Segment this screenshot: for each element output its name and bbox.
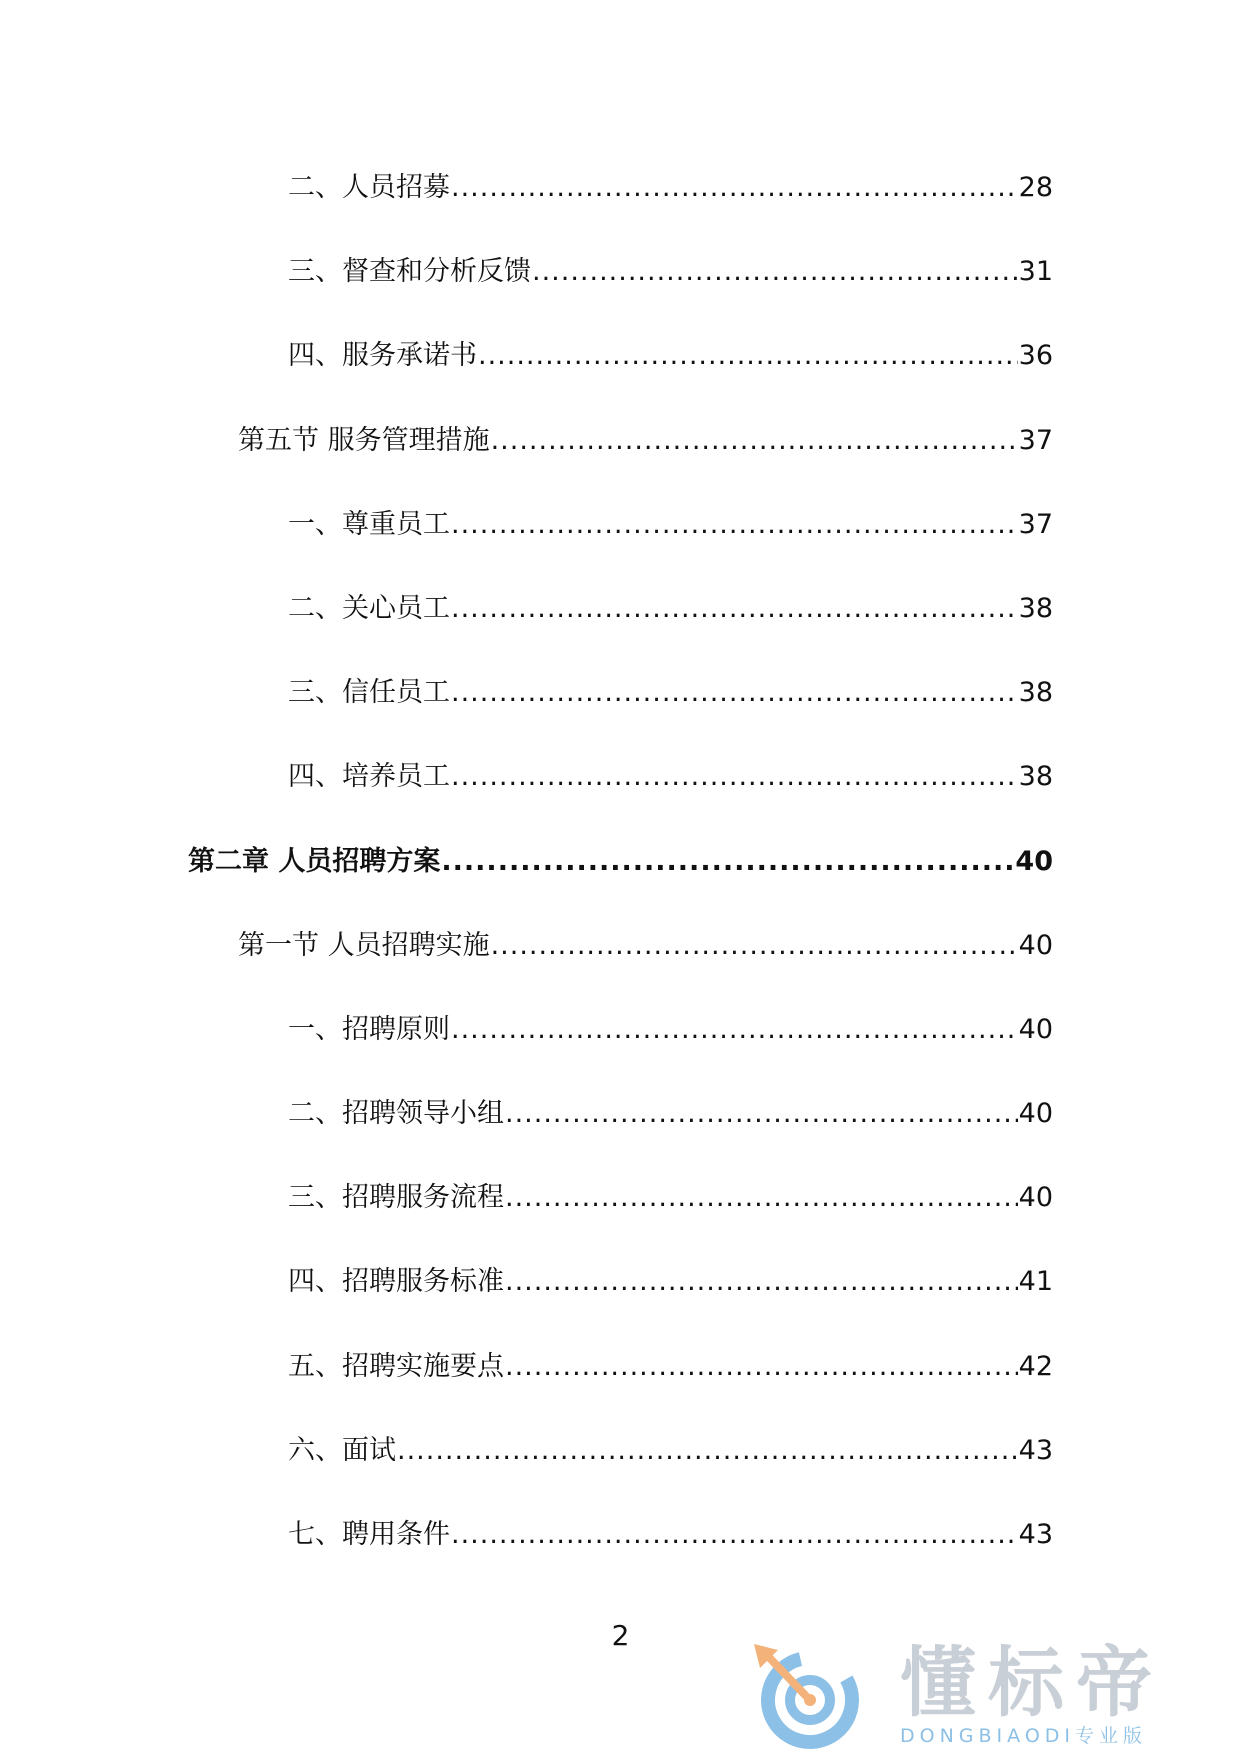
toc-entry-page: 31 [1018,256,1053,288]
target-arrow-icon [748,1638,868,1750]
toc-section-entry[interactable] [0,926,1241,1010]
toc-entry-page: 41 [1018,1266,1053,1298]
toc-entry-title: 二、关心员工 [288,592,450,624]
toc-entry-title: 三、督查和分析反馈 [288,256,531,288]
watermark-brand-name: 懂标帝 [900,1638,1164,1727]
toc-entry-page: 28 [1018,172,1053,203]
toc-leader-dots [505,1262,1018,1302]
toc-leader-dots [451,757,1018,797]
toc-leader-dots [397,1431,1018,1471]
watermark-subtitle: DONGBIAODI专业版 [900,1725,1148,1747]
toc-entry-page: 38 [1018,592,1053,624]
toc-entry[interactable] [0,1178,1241,1262]
toc-leader-dots [441,842,1014,882]
toc-entry-page: 38 [1018,761,1053,793]
toc-entry-title: 三、信任员工 [288,677,450,709]
toc-entry[interactable] [0,1347,1241,1431]
toc-entry-title: 七、聘用条件 [288,1519,450,1550]
toc-entry-page: 37 [1018,508,1053,540]
toc-entry-title: 四、服务承诺书 [288,340,477,372]
page-number: 2 [611,1619,630,1652]
toc-entry-page: 40 [1018,1098,1053,1130]
toc-entry[interactable] [0,757,1241,841]
toc-leader-dots [491,926,1018,966]
watermark [748,1638,1228,1750]
toc-leader-dots [505,1347,1018,1387]
toc-entry-page: 43 [1018,1519,1053,1550]
toc-entry-title: 二、招聘领导小组 [288,1098,504,1130]
toc-leader-dots [532,252,1018,292]
toc-entry-page: 40 [1018,929,1053,961]
toc-leader-dots [451,589,1018,629]
toc-entry-title: 五、招聘实施要点 [288,1350,504,1382]
toc-entry[interactable] [0,336,1241,420]
toc-entry-title: 二、人员招募 [288,172,450,203]
toc-leader-dots [451,1010,1018,1050]
toc-entry-page: 37 [1018,424,1053,456]
toc-entry[interactable] [0,1262,1241,1346]
toc-entry[interactable] [0,1431,1241,1515]
toc-entry-page: 40 [1015,845,1053,877]
toc-entry-title: 第五节 服务管理措施 [238,424,490,456]
toc-entry[interactable] [0,505,1241,589]
toc-entry-page: 38 [1018,677,1053,709]
toc-leader-dots [478,336,1018,376]
toc-entry-title: 第二章 人员招聘方案 [188,845,441,877]
toc-entry-page: 40 [1018,1013,1053,1045]
toc-entry[interactable] [0,1010,1241,1094]
toc-leader-dots [491,421,1018,461]
toc-entry-title: 六、面试 [288,1434,396,1466]
toc-entry-page: 40 [1018,1182,1053,1214]
toc-entry-title: 第一节 人员招聘实施 [238,929,490,961]
toc-entry[interactable] [0,589,1241,673]
toc-entry[interactable] [0,1094,1241,1178]
toc-entry-title: 一、尊重员工 [288,508,450,540]
toc-entry[interactable] [0,168,1241,252]
toc-entry-title: 四、培养员工 [288,761,450,793]
toc-entry-title: 四、招聘服务标准 [288,1266,504,1298]
toc-entry[interactable] [0,252,1241,336]
toc-leader-dots [451,1515,1018,1555]
toc-leader-dots [451,168,1018,208]
toc-leader-dots [451,673,1018,713]
toc-entry-page: 36 [1018,340,1053,372]
table-of-contents [0,168,1241,1599]
toc-chapter-entry[interactable] [0,842,1241,926]
toc-entry[interactable] [0,673,1241,757]
toc-leader-dots [505,1094,1018,1134]
toc-section-entry[interactable] [0,421,1241,505]
toc-entry-page: 43 [1018,1434,1053,1466]
toc-entry-title: 一、招聘原则 [288,1013,450,1045]
toc-leader-dots [451,505,1018,545]
toc-leader-dots [505,1178,1018,1218]
toc-entry-page: 42 [1018,1350,1053,1382]
toc-entry-title: 三、招聘服务流程 [288,1182,504,1214]
toc-entry[interactable] [0,1515,1241,1599]
